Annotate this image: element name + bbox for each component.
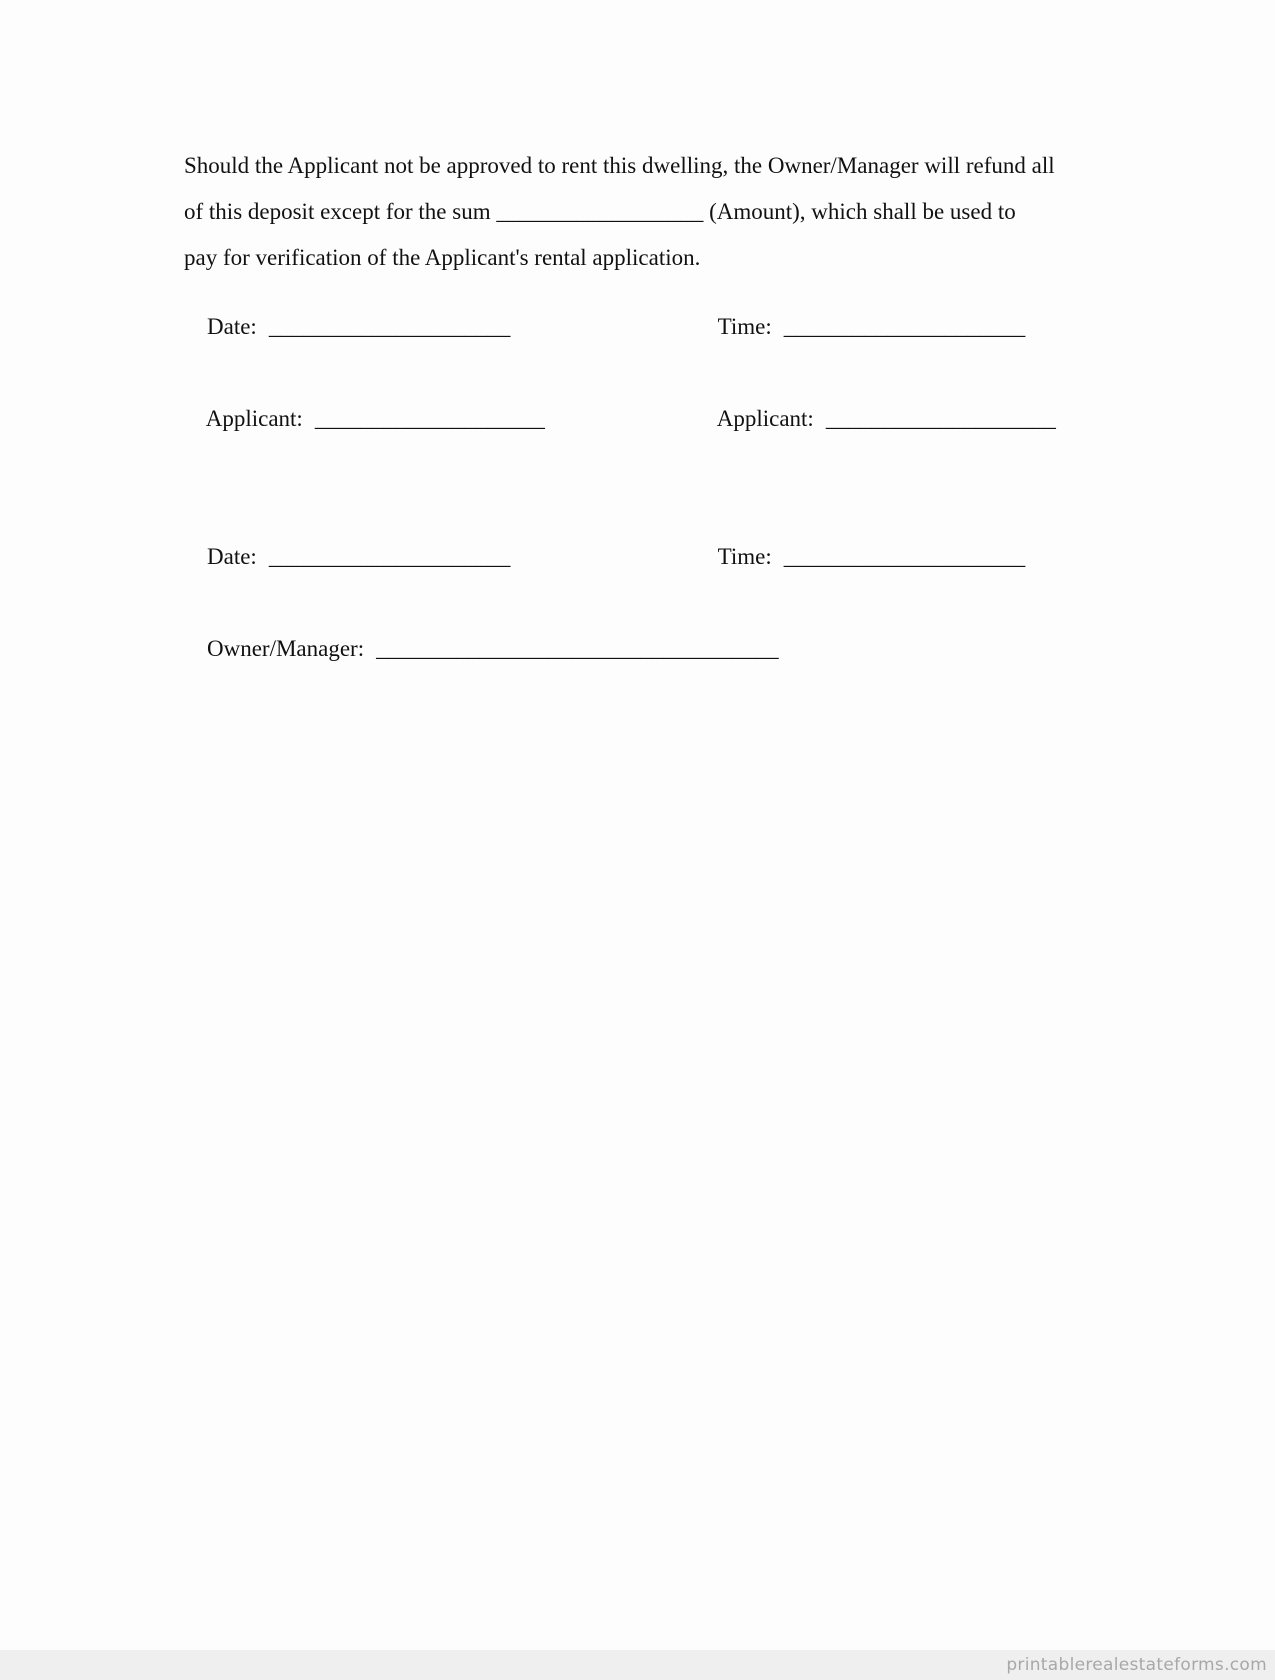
applicant-blank[interactable]: ____________________ (314, 406, 545, 431)
footer-watermark[interactable]: printablerealestateforms.com (1006, 1655, 1267, 1675)
owner-manager-blank[interactable]: ___________________________________ (376, 636, 779, 661)
paragraph-line-1: Should the Applicant not be approved to rent this dwelling, the Owner/Manager will refund all (184, 153, 1055, 178)
owner-manager-label: Owner/Manager: (207, 636, 365, 661)
applicant-field-2[interactable] (695, 384, 1056, 453)
date-blank[interactable]: _____________________ (268, 314, 511, 339)
applicant-label: Applicant: (205, 406, 303, 431)
date-field-1[interactable] (184, 292, 510, 361)
time-field-2[interactable] (695, 522, 1025, 591)
applicant-blank[interactable]: ____________________ (825, 406, 1056, 431)
time-field-1[interactable] (695, 292, 1025, 361)
applicant-label: Applicant: (716, 406, 814, 431)
paragraph-line-2: of this deposit except for the sum __________________ (Amount), which shall be used to (184, 199, 1016, 224)
date-blank[interactable]: _____________________ (268, 544, 511, 569)
footer-bar (0, 1650, 1275, 1680)
date-label: Date: (207, 544, 257, 569)
time-label: Time: (717, 314, 772, 339)
date-label: Date: (207, 314, 257, 339)
applicant-field-1[interactable] (184, 384, 545, 453)
owner-manager-field[interactable] (184, 614, 779, 683)
date-field-2[interactable] (184, 522, 510, 591)
time-label: Time: (717, 544, 772, 569)
paragraph-line-3: pay for verification of the Applicant's rental application. (184, 245, 701, 270)
time-blank[interactable]: _____________________ (783, 314, 1026, 339)
time-blank[interactable]: _____________________ (783, 544, 1026, 569)
